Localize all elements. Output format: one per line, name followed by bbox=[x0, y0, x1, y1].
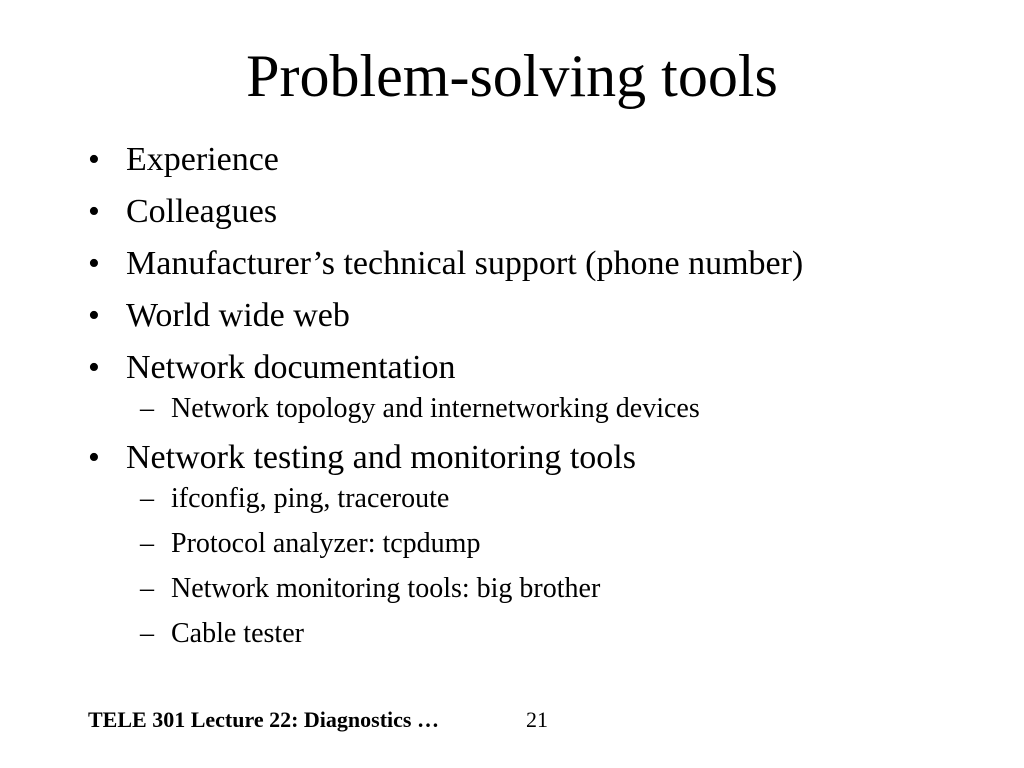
bullet-text: Colleagues bbox=[126, 193, 278, 230]
bullet-icon: • bbox=[88, 141, 100, 178]
sub-item-text: Protocol analyzer: tcpdump bbox=[171, 528, 481, 559]
bullet-item-network-documentation bbox=[88, 348, 988, 426]
bullet-icon: • bbox=[88, 349, 100, 386]
bullet-item-world-wide-web bbox=[88, 296, 988, 336]
bullet-list bbox=[88, 140, 988, 657]
bullet-icon: • bbox=[88, 193, 100, 230]
bullet-item-manufacturer-support bbox=[88, 244, 988, 284]
slide-title: Problem-solving tools bbox=[246, 43, 778, 109]
sub-item-text: Network monitoring tools: big brother bbox=[171, 573, 601, 604]
dash-icon: – bbox=[140, 573, 154, 604]
bullet-text: Network testing and monitoring tools bbox=[126, 439, 636, 476]
sub-item-text: Cable tester bbox=[171, 618, 304, 649]
bullet-item-network-testing-tools bbox=[88, 438, 988, 651]
bullet-icon: • bbox=[88, 297, 100, 334]
bullet-text: Manufacturer’s technical support (phone number) bbox=[126, 245, 804, 282]
bullet-text: World wide web bbox=[126, 297, 350, 334]
sub-item-cable-tester bbox=[126, 617, 988, 651]
sub-item-protocol-analyzer bbox=[126, 527, 988, 561]
sub-item-text: Network topology and internetworking devices bbox=[171, 393, 700, 424]
dash-icon: – bbox=[140, 393, 154, 424]
bullet-text: Network documentation bbox=[126, 349, 456, 386]
sub-list bbox=[126, 392, 988, 426]
bullet-text: Experience bbox=[126, 141, 279, 178]
page-number: 21 bbox=[526, 707, 548, 732]
bullet-item-colleagues bbox=[88, 192, 988, 232]
sub-item-text: ifconfig, ping, traceroute bbox=[171, 483, 450, 514]
bullet-icon: • bbox=[88, 439, 100, 476]
dash-icon: – bbox=[140, 618, 154, 649]
sub-list bbox=[126, 482, 988, 651]
sub-item-network-topology bbox=[126, 392, 988, 426]
bullet-item-experience bbox=[88, 140, 988, 180]
footer-text: TELE 301 Lecture 22: Diagnostics … bbox=[88, 707, 439, 732]
sub-item-ifconfig bbox=[126, 482, 988, 516]
dash-icon: – bbox=[140, 483, 154, 514]
sub-item-monitoring-tools bbox=[126, 572, 988, 606]
dash-icon: – bbox=[140, 528, 154, 559]
bullet-icon: • bbox=[88, 245, 100, 282]
